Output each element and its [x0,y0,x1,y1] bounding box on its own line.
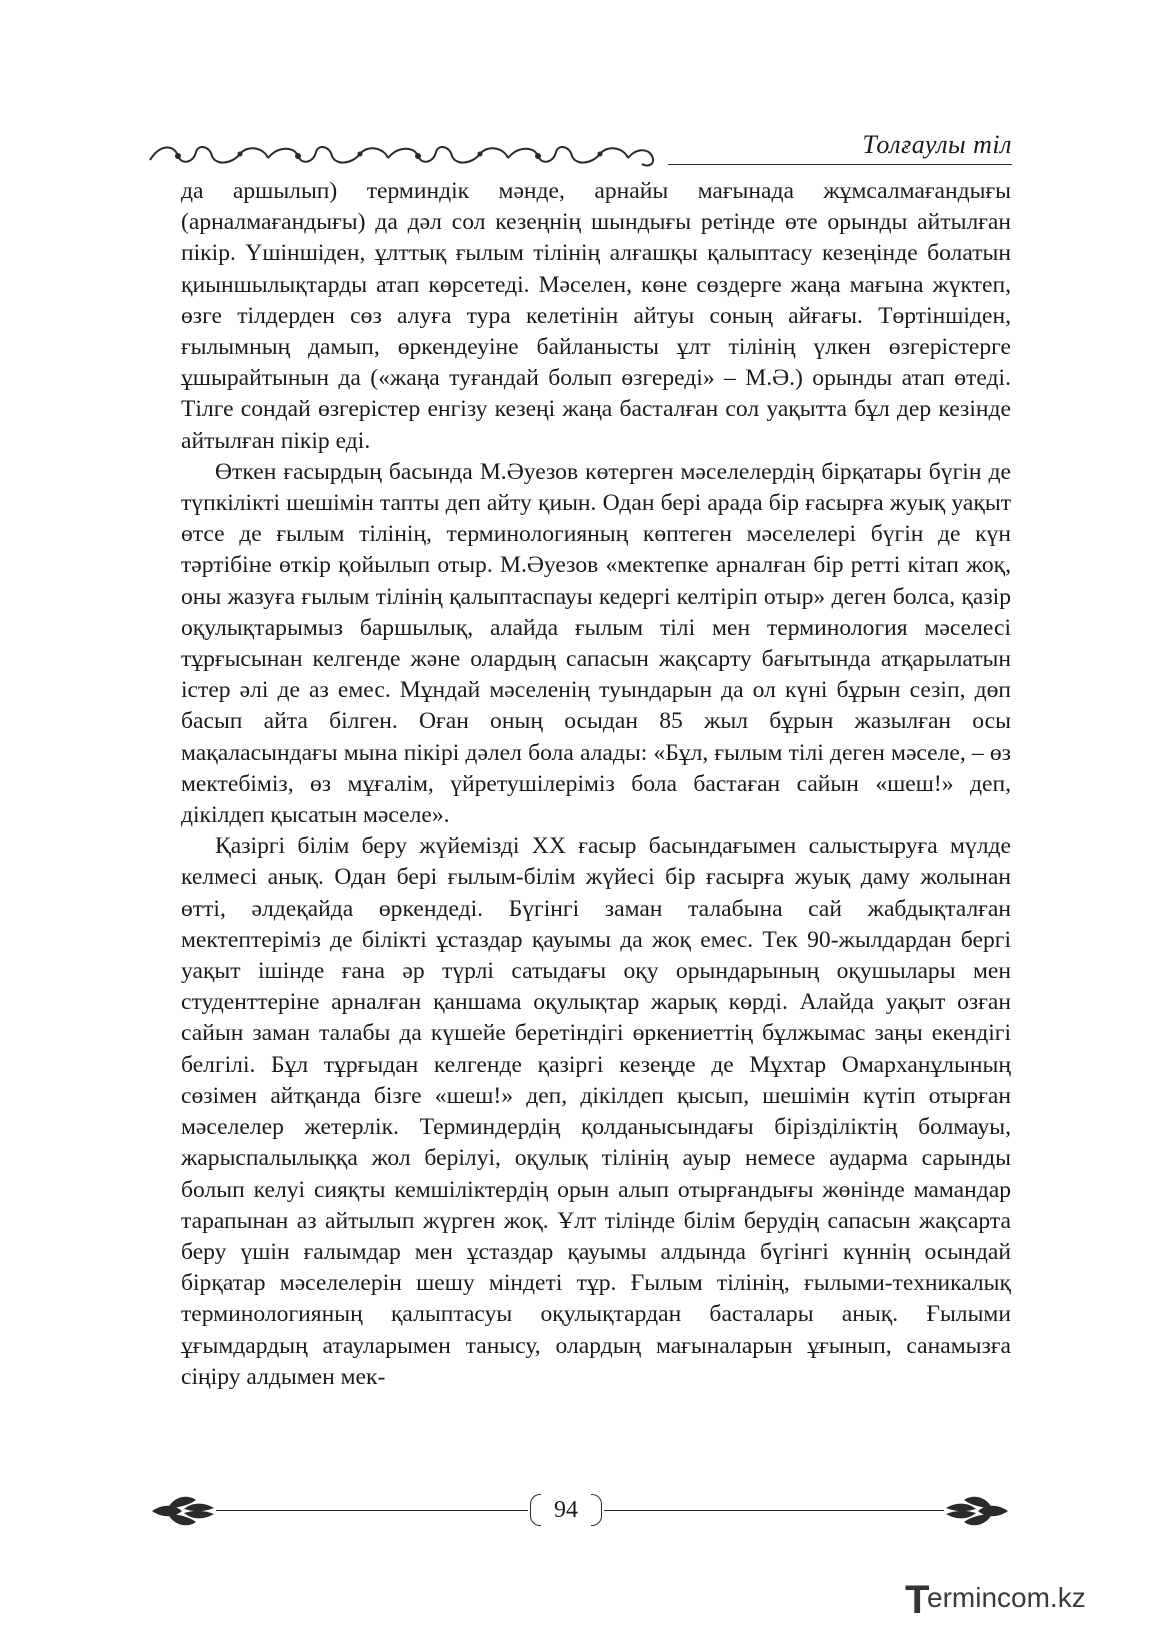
paragraph: Өткен ғасырдың басында М.Әуезов көтерген мәселелердің бірқатары бүгін де түпкілікті шешімін тапты деп айту қиын. Одан бері арада бір ғасырға жуық уақыт өтсе де ғылым тілінің, терминологияның көптеген мәселелері бүгін де күн тәртібіне өткір қойылып отыр. М.Әуезов «мектепке арналған бір ретті кітап жоқ, оны жазуға ғылым тілінің қалыптаспауы кедергі келтіріп отыр» деген болса, қазір оқулықтарымыз баршылық, алайда ғылым тілі мен терминология мәселесі тұрғысынан келгенде және олардың сапасын жақсарту бағытында атқарылатын істер әлі де аз емес. Мұндай мәселенің туындарын да ол күні бұрын сезіп, дөп басып айта білген. Оған оның осыдан 85 жыл бұрын жазылған осы мақаласындағы мына пікірі дәлел бола алады: «Бұл, ғылым тілі деген мәселе, – өз мектебіміз, өз мұғалім, үйретушілеріміз бола бастаған сайын «шеш!» деп, дікілдеп қысатын мәселе». [181,458,1011,829]
page-footer [148,1490,1012,1530]
footer-rule-left [216,1510,528,1511]
footer-rule-right [604,1510,944,1511]
body-text [181,176,1011,1393]
watermark-t-letter: T [905,1578,930,1622]
running-title: Толғаулы тіл [862,130,1012,159]
watermark-text: ermincom.kz [927,1582,1086,1613]
paragraph: Қазіргі білім беру жүйемізді XX ғасыр басындағымен салыстыруға мүлде келмесі анық. Одан бері ғылым-білім жүйесі бір ғасырға жуық даму жолынан өтті, әлдеқайда өркендеді. Бүгінгі заман талабына сай жабдықталған мектептеріміз де білікті ұстаздар қауымы да жоқ емес. Тек 90-жылдардан бергі уақыт ішінде ғана әр түрлі сатыдағы оқу орындарының оқушылары мен студенттеріне арналған қаншама оқулықтар жарық көрді. Алайда уақыт озған сайын заман талабы да күшейе беретіндігі өркениеттің бұлжымас заңы екендігі белгілі. Бұл тұрғыдан келгенде қазіргі кезеңде де Мұхтар Омарханұлының сөзімен айтқанда бізге «шеш!» деп, дікілдеп қысып, шешімін күтіп отырған мәселелер жетерлік. Терминдердің қолданысындағы бірізділіктің болмауы, жарыспалылыққа жол берілуі, оқулық тілінің ауыр немесе аударма сарынды болып келуі сияқты кемшіліктердің орын алып отырғандығы жөнінде мамандар тарапынан аз айтылып жүрген жоқ. Ұлт тілінде білім берудің сапасын жақсарта беру үшін ғалымдар мен ұстаздар қауымы алдында бүгінгі күннің осындай бірқатар мәселелерін шешу міндеті тұр. Ғылым тілінің, ғылыми-техникалық терминологияның қалыптасуы оқулықтардан басталары анық. Ғылыми ұғымдардың атауларымен танысу, олардың мағыналарын ұғынып, санамызға сіңіру алдымен мек- [181,833,1011,1390]
header-ornament-icon [148,138,668,170]
page-header [148,130,1012,170]
page-number: 94 [528,1492,604,1528]
watermark-logo [905,1578,1105,1622]
left-leaf-ornament-icon [148,1494,218,1528]
header-rule [668,164,1012,165]
paragraph: да аршылып) терминдік мәнде, арнайы мағынада жұмсалмағандығы (арналмағандығы) да дәл сол кезеңнің шындығы ретінде өте орынды айтылған пікір. Үшіншіден, ұлттық ғылым тілінің алғашқы қалыптасу кезеңінде болатын қиыншылықтарды атап көрсетеді. Мәселен, көне сөздерге жаңа мағына жүктеп, өзге тілдерден сөз алуға тура келетінін айтуы соның айғағы. Төртіншіден, ғылымның дамып, өркендеуіне байланысты ұлт тілінің үлкен өзгерістерге ұшырайтынын да («жаңа туғандай болып өзгереді» – М.Ә.) орынды атап өтеді. Тілге сондай өзгерістер енгізу кезеңі жаңа басталған сол уақытта бұл дер кезінде айтылған пікір еді. [181,178,1011,454]
right-leaf-ornament-icon [942,1494,1012,1528]
